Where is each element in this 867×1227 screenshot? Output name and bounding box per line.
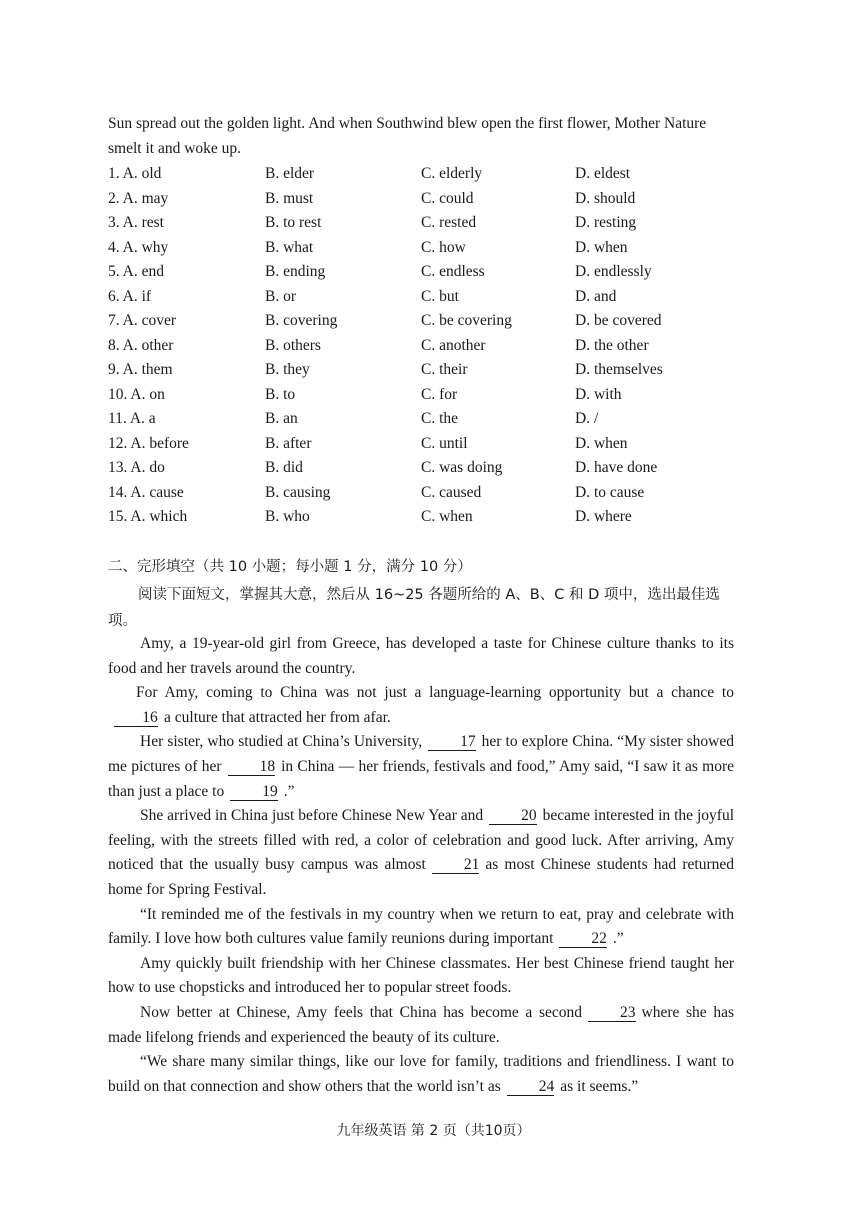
option-d: D. have done [575,459,658,476]
option-b: B. must [265,189,314,207]
section-heading: 二、完形填空（共 10 小题；每小题 1 分，满分 10 分） [108,559,472,575]
blank-17: 17 [428,734,476,751]
option-d: D. with [575,385,622,403]
option-a: 11. A. a [108,410,156,427]
question-row [108,162,748,187]
option-c: C. endless [421,263,485,280]
paragraph-text: as most Chinese students had returned home for Spring Festival. [108,856,734,898]
question-row [108,407,748,432]
option-a: 13. A. do [108,459,165,476]
option-d: D. to cause [575,483,645,501]
option-c: C. was doing [421,459,503,476]
question-row [108,285,748,310]
paragraph-text: where she has made lifelong friends and experienced the beauty of its culture. [108,1003,734,1046]
option-c: C. but [421,287,459,305]
paragraph-text: as it seems.” [560,1077,639,1095]
option-b: B. they [265,361,310,378]
paragraph-text: her to explore China. “My sister showed me pictures of her [108,733,734,775]
option-a: 10. A. on [108,385,165,403]
option-c: C. rested [421,214,477,231]
paragraph-text: “We share many similar things, like our love for family, traditions and friendliness. I want to build on that connection and show others that the world isn’t as [108,1053,734,1095]
option-d: D. resting [575,214,637,231]
question-row [108,334,748,359]
option-a: 6. A. if [108,287,152,305]
question-row [108,187,748,212]
option-d: D. endlessly [575,263,652,280]
question-row [108,309,748,334]
blank-23: 23 [588,1005,636,1022]
option-a: 12. A. before [108,434,189,452]
option-c: C. until [421,434,468,452]
question-row [108,456,748,481]
option-b: B. did [265,459,303,476]
option-c: C. their [421,361,468,378]
paragraph-text: in China — her friends, festivals and food,” Amy said, “I saw it as more than just a place to [108,757,734,800]
paragraph-text: Amy quickly built friendship with her Chinese classmates. Her best Chinese friend taught her how to use chopsticks and introduced her to popular street foods. [108,954,734,997]
option-a: 3. A. rest [108,214,164,231]
option-b: B. to [265,385,296,403]
option-b: B. others [265,336,321,354]
option-a: 7. A. cover [108,312,177,329]
option-c: C. when [421,508,473,525]
paragraph-2 [108,681,734,730]
option-a: 5. A. end [108,263,164,280]
paragraph-6 [108,952,734,1001]
paragraph-text: Her sister, who studied at China’s University, [140,733,423,751]
blank-20: 20 [489,808,537,825]
paragraph-8 [108,1050,734,1099]
question-row [108,260,748,285]
question-row [108,358,748,383]
option-c: C. could [421,189,474,207]
option-c: C. elderly [421,165,483,182]
option-a: 4. A. why [108,238,169,256]
option-c: C. caused [421,483,482,501]
option-d: D. when [575,238,628,256]
option-d: D. themselves [575,361,663,378]
paragraph-text: “It reminded me of the festivals in my country when we return to eat, pray and celebrate with family. I love how both cultures value family reunions during important [108,905,734,948]
paragraph-7 [108,1001,734,1050]
option-d: D. should [575,189,636,207]
page-footer: 九年级英语 第 2 页（共10页） [336,1123,531,1139]
option-a: 9. A. them [108,361,173,378]
blank-16: 16 [114,710,158,727]
paragraph-text: .” [283,782,295,800]
passage-ending: Sun spread out the golden light. And when Southwind blew open the first flower, Mother Nature smelt it and woke up. [108,115,707,157]
option-c: C. how [421,238,466,256]
paragraph-text: became interested in the joyful feeling, with the streets filled with red, a color of celebration and good luck. After arriving, Amy noticed that the usually busy campus was almost [108,807,734,874]
option-d: D. eldest [575,165,631,182]
paragraph-text: .” [612,930,624,948]
paragraph-text: For Amy, coming to China was not just a language-learning opportunity but a chance to [136,684,734,702]
blank-19: 19 [230,784,278,801]
question-row [108,236,748,261]
option-a: 14. A. cause [108,483,184,501]
blank-24: 24 [507,1079,555,1096]
section-instruction: 阅读下面短文，掌握其大意，然后从 16~25 各题所给的 A、B、C 和 D 项中，选出最佳选项。 [108,587,720,629]
option-b: B. what [265,238,314,256]
option-c: C. another [421,336,486,354]
question-row [108,432,748,457]
option-c: C. be covering [421,312,512,329]
paragraph-5 [108,903,734,952]
option-b: B. to rest [265,214,322,231]
option-a: 1. A. old [108,165,162,182]
option-b: B. or [265,287,296,305]
option-a: 2. A. may [108,189,169,207]
option-b: B. after [265,434,312,452]
option-d: D. be covered [575,312,662,329]
option-c: C. for [421,385,458,403]
blank-22: 22 [559,931,607,948]
option-b: B. ending [265,263,326,280]
paragraph-text: Amy, a 19-year-old girl from Greece, has developed a taste for Chinese culture thanks to its food and her travels around the country. [108,635,734,677]
question-row [108,505,748,530]
option-d: D. the other [575,336,649,354]
blank-18: 18 [228,759,276,776]
option-a: 15. A. which [108,508,188,525]
paragraph-4 [108,804,734,902]
option-b: B. causing [265,483,331,501]
answer-options [108,162,748,530]
question-row [108,481,748,506]
cloze-passage [108,632,734,1099]
question-row [108,211,748,236]
option-d: D. and [575,287,617,305]
option-c: C. the [421,410,459,427]
blank-21: 21 [432,857,480,874]
option-a: 8. A. other [108,336,174,354]
paragraph-text: a culture that attracted her from afar. [164,708,391,726]
option-b: B. an [265,410,298,427]
option-b: B. covering [265,312,338,329]
paragraph-3 [108,730,734,804]
option-d: D. when [575,434,628,452]
option-d: D. where [575,508,632,525]
option-b: B. elder [265,165,315,182]
paragraph-1 [108,632,734,681]
question-row [108,383,748,408]
option-b: B. who [265,508,310,525]
paragraph-text: Now better at Chinese, Amy feels that China has become a second [140,1003,582,1021]
paragraph-text: She arrived in China just before Chinese New Year and [140,807,484,825]
option-d: D. / [575,410,599,427]
